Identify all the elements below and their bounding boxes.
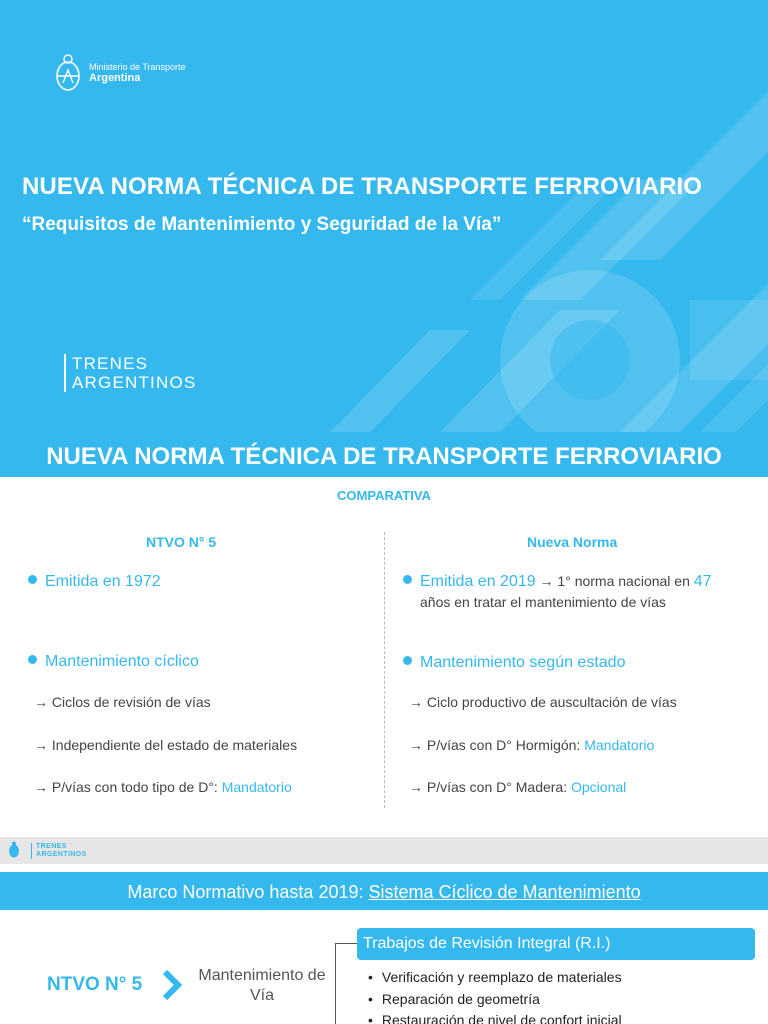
- framework-slide: [0, 864, 768, 1024]
- slide-header: [0, 872, 768, 910]
- right-column-heading: Nueva Norma: [527, 534, 618, 550]
- section-title: COMPARATIVA: [337, 488, 431, 503]
- argentina-coat-of-arms-icon: [54, 52, 82, 94]
- bullet-detail: → 1° norma nacional en: [535, 573, 694, 589]
- right-item-2: → P/vías con D° Hormigón: Mandatorio: [409, 737, 655, 753]
- logo-line-2: ARGENTINOS: [72, 373, 197, 392]
- logo-line-1: TRENES: [72, 354, 149, 373]
- bullet-text: Emitida en 2019: [420, 573, 536, 590]
- footer-trenes-logo: TRENES ARGENTINOS: [36, 843, 87, 858]
- slide-header: NUEVA NORMA TÉCNICA DE TRANSPORTE FERROVIARIO: [0, 432, 768, 477]
- revision-integral-title: Trabajos de Revisión Integral (R.I.): [357, 928, 755, 960]
- bullet-dot-icon: [28, 655, 37, 664]
- connector-line: [335, 943, 357, 1024]
- list-item: • Reparación de geometría: [368, 989, 622, 1011]
- slide-title: NUEVA NORMA TÉCNICA DE TRANSPORTE FERROVIARIO: [22, 173, 703, 200]
- title-slide: [0, 0, 768, 432]
- left-item-2: → Independiente del estado de materiales: [34, 737, 298, 753]
- column-divider: [384, 532, 385, 808]
- bullet-emitida-1972: [28, 571, 161, 592]
- mandatorio-label: Mandatorio: [584, 737, 655, 753]
- ministry-name: Ministerio de Transporte: [89, 61, 186, 72]
- bullet-text: Mantenimiento cíclico: [45, 653, 199, 670]
- ntvo-label: NTVO N° 5: [47, 974, 143, 995]
- opcional-label: Opcional: [571, 779, 627, 795]
- right-item-1: → Ciclo productivo de auscultación de vías: [409, 694, 677, 710]
- trenes-argentinos-logo: [64, 354, 196, 392]
- header-prefix: Marco Normativo hasta 2019:: [127, 882, 369, 902]
- bullet-text: Emitida en 1972: [45, 573, 161, 590]
- mantenimiento-label: Mantenimiento de Vía: [198, 967, 326, 1004]
- chevron-right-icon: [160, 968, 184, 1002]
- bullet-dot-icon: [28, 575, 37, 584]
- list-item: • Verificación y reemplazo de materiales: [368, 967, 622, 989]
- left-item-3: → P/vías con todo tipo de D°: Mandatorio: [34, 779, 292, 795]
- ministry-logo: [54, 52, 186, 94]
- mandatorio-label: Mandatorio: [221, 779, 292, 795]
- bullet-mantenimiento-estado: [403, 652, 625, 673]
- left-item-1: → Ciclos de revisión de vías: [34, 694, 211, 710]
- left-column-heading: NTVO N° 5: [146, 534, 217, 550]
- ministry-country: Argentina: [89, 71, 141, 84]
- bullet-dot-icon: [403, 575, 412, 584]
- list-item: • Restauración de nivel de confort inicial: [368, 1010, 622, 1024]
- slide-footer: [0, 837, 768, 864]
- bullet-text: Mantenimiento según estado: [420, 654, 626, 671]
- revision-integral-list: [368, 967, 622, 1024]
- comparison-slide: [0, 432, 768, 864]
- bullet-mantenimiento-ciclico: [28, 651, 199, 672]
- bullet-detail-line2: años en tratar el mantenimiento de vías: [420, 594, 666, 610]
- bullet-dot-icon: [403, 656, 412, 665]
- argentina-coat-of-arms-icon: [8, 841, 20, 859]
- years-count: 47: [693, 573, 712, 590]
- right-item-3: → P/vías con D° Madera: Opcional: [409, 779, 627, 795]
- slide-subtitle: “Requisitos de Mantenimiento y Seguridad de la Vía”: [22, 214, 502, 235]
- bullet-emitida-2019: [403, 571, 712, 613]
- header-underlined-title: Sistema Cíclico de Mantenimiento: [368, 882, 641, 902]
